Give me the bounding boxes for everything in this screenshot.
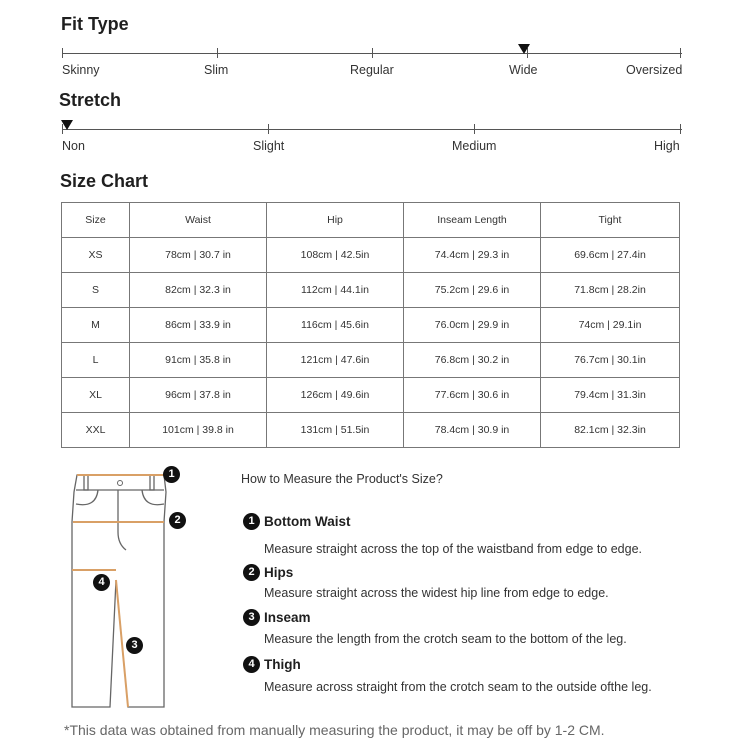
fit-type-selected-marker <box>518 44 530 54</box>
fit-type-tick <box>62 48 63 58</box>
table-header-row <box>62 203 680 238</box>
stretch-heading: Stretch <box>59 90 122 110</box>
fit-type-tick <box>217 48 218 58</box>
pants-button <box>118 481 123 486</box>
table-cell: L <box>62 343 130 378</box>
table-cell: 78.4cm | 30.9 in <box>404 413 541 448</box>
table-cell: 75.2cm | 29.6 in <box>404 273 541 308</box>
how-to-measure-title: How to Measure the Product's Size? <box>241 472 443 486</box>
disclaimer-note: *This data was obtained from manually measuring the product, it may be off by 1-2 CM. <box>64 722 605 738</box>
header-tight: Tight <box>541 203 680 238</box>
number-2-icon: 2 <box>243 564 260 581</box>
table-cell: 116cm | 45.6in <box>267 308 404 343</box>
header-hip: Hip <box>267 203 404 238</box>
table-row <box>62 308 680 343</box>
measure-item-title: Hips <box>264 565 294 580</box>
table-cell: 131cm | 51.5in <box>267 413 404 448</box>
pants-fly-line <box>118 490 126 550</box>
pants-diagram <box>60 462 170 717</box>
measure-item-desc: Measure straight across the widest hip line from edge to edge. <box>264 586 609 600</box>
measure-item-title: Thigh <box>264 657 301 672</box>
table-cell: 108cm | 42.5in <box>267 238 404 273</box>
table-row <box>62 273 680 308</box>
header-waist: Waist <box>130 203 267 238</box>
size-chart-table <box>61 202 680 448</box>
table-cell: M <box>62 308 130 343</box>
table-row <box>62 413 680 448</box>
fit-type-tick <box>680 48 681 58</box>
table-cell: XXL <box>62 413 130 448</box>
fit-type-scale <box>62 45 682 85</box>
fit-type-heading: Fit Type <box>61 14 129 34</box>
size-chart-heading: Size Chart <box>60 171 149 191</box>
table-cell: 121cm | 47.6in <box>267 343 404 378</box>
measure-item-desc: Measure straight across the top of the waistband from edge to edge. <box>264 542 642 556</box>
pants-pocket-left <box>76 490 98 505</box>
pants-belt-loop <box>84 475 88 490</box>
stretch-option: Medium <box>452 139 497 153</box>
table-cell: 76.8cm | 30.2 in <box>404 343 541 378</box>
header-inseam: Inseam Length <box>404 203 541 238</box>
stretch-option: Slight <box>253 139 285 153</box>
pants-belt-loop <box>150 475 154 490</box>
measure-item-thigh <box>243 656 301 673</box>
measure-item-desc: Measure the length from the crotch seam to the bottom of the leg. <box>264 632 627 646</box>
table-cell: 74cm | 29.1in <box>541 308 680 343</box>
table-cell: 112cm | 44.1in <box>267 273 404 308</box>
stretch-option: High <box>654 139 680 153</box>
number-4-icon: 4 <box>243 656 260 673</box>
callout-4-icon: 4 <box>93 574 110 591</box>
table-cell: 126cm | 49.6in <box>267 378 404 413</box>
table-cell: 96cm | 37.8 in <box>130 378 267 413</box>
fit-type-option: Skinny <box>62 63 100 77</box>
table-cell: 86cm | 33.9 in <box>130 308 267 343</box>
fit-type-option-selected: Wide <box>509 63 538 77</box>
stretch-tick <box>268 124 269 134</box>
table-cell: 74.4cm | 29.3 in <box>404 238 541 273</box>
table-cell: S <box>62 273 130 308</box>
table-cell: 79.4cm | 31.3in <box>541 378 680 413</box>
number-1-icon: 1 <box>243 513 260 530</box>
stretch-line <box>62 129 682 130</box>
callout-2-icon: 2 <box>169 512 186 529</box>
measure-item-title: Bottom Waist <box>264 514 351 529</box>
table-cell: XS <box>62 238 130 273</box>
table-cell: XL <box>62 378 130 413</box>
table-row <box>62 343 680 378</box>
table-cell: 78cm | 30.7 in <box>130 238 267 273</box>
table-cell: 82.1cm | 32.3in <box>541 413 680 448</box>
fit-type-option: Regular <box>350 63 394 77</box>
pants-pocket-right <box>142 490 164 505</box>
table-cell: 77.6cm | 30.6 in <box>404 378 541 413</box>
table-cell: 101cm | 39.8 in <box>130 413 267 448</box>
stretch-selected-marker <box>61 120 73 130</box>
table-cell: 91cm | 35.8 in <box>130 343 267 378</box>
number-3-icon: 3 <box>243 609 260 626</box>
measure-item-hips <box>243 564 293 581</box>
measure-item-title: Inseam <box>264 610 311 625</box>
stretch-tick <box>680 124 681 134</box>
fit-type-option: Slim <box>204 63 229 77</box>
table-cell: 69.6cm | 27.4in <box>541 238 680 273</box>
table-row <box>62 378 680 413</box>
measure-item-desc: Measure across straight from the crotch seam to the outside ofthe leg. <box>264 680 652 694</box>
table-cell: 71.8cm | 28.2in <box>541 273 680 308</box>
callout-1-icon: 1 <box>163 466 180 483</box>
table-cell: 82cm | 32.3 in <box>130 273 267 308</box>
measure-item-bottom-waist <box>243 513 351 530</box>
measure-item-inseam <box>243 609 311 626</box>
callout-3-icon: 3 <box>126 637 143 654</box>
fit-type-option: Oversized <box>626 63 683 77</box>
header-size: Size <box>62 203 130 238</box>
stretch-tick <box>474 124 475 134</box>
table-cell: 76.7cm | 30.1in <box>541 343 680 378</box>
pants-outline <box>72 475 166 707</box>
stretch-option-selected: Non <box>62 139 85 153</box>
fit-type-tick <box>372 48 373 58</box>
table-cell: 76.0cm | 29.9 in <box>404 308 541 343</box>
stretch-scale <box>62 121 682 161</box>
table-row <box>62 238 680 273</box>
